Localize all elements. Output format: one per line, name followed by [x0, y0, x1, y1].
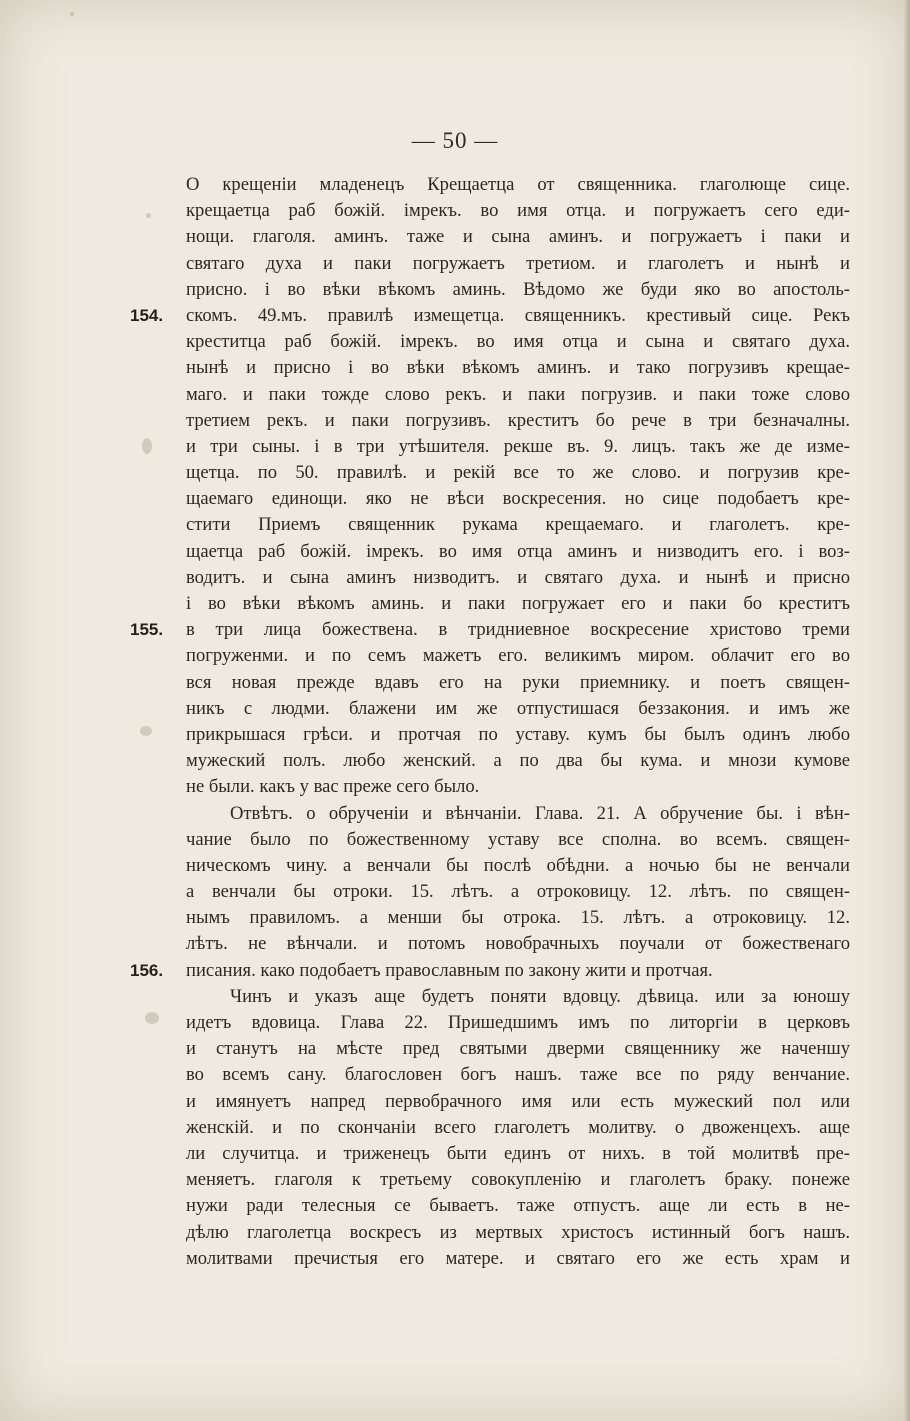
line-text: дѣлю глаголетца воскресъ из мертвых христосъ истинный богъ нашъ.: [186, 1221, 850, 1243]
line-text: писания. како подобаетъ православным по закону жити и протчая.: [186, 959, 713, 981]
line-text: присно. i во вѣки вѣкомъ аминь. Вѣдомо же буди яко во апостоль-: [186, 278, 850, 300]
text-line: [186, 827, 850, 853]
line-text: водитъ. и сына аминъ низводитъ. и святаго духа. и нынѣ и присно: [186, 566, 850, 588]
line-text: лѣтъ. не вѣнчали. и потомъ новобрачныхъ поучали от божественаго: [186, 933, 850, 955]
text-line: [186, 696, 850, 722]
text-line: [186, 486, 850, 512]
line-text: Отвѣтъ. о обрученiи и вѣнчанiи. Глава. 21. А обручение бы. i вѣн-: [230, 802, 850, 824]
paper-speck: [142, 438, 152, 454]
paper-speck: [140, 726, 152, 736]
line-text: скомъ. 49.мъ. правилѣ измещетца. священникъ. крестивый сице. Рекъ: [186, 304, 850, 326]
text-line: [186, 905, 850, 931]
text-line: [186, 224, 850, 250]
text-line: [186, 408, 850, 434]
text-line: [186, 1193, 850, 1219]
text-line: [186, 1036, 850, 1062]
line-text: во всемъ сану. благословен богъ нашъ. таже все по ряду венчание.: [186, 1064, 850, 1086]
line-text: ническомъ чину. а венчали бы послѣ обѣдни. а ночью бы не венчали: [186, 854, 850, 876]
body-text: [130, 172, 850, 1272]
line-text: прикрышася грѣси. и протчая по уставу. кумъ бы былъ одинъ любо: [186, 723, 850, 745]
line-text: мужеский полъ. любо женский. а по два бы кума. и мнози кумове: [186, 750, 850, 772]
text-line: [186, 460, 850, 486]
text-line: [130, 617, 850, 643]
text-line: [186, 879, 850, 905]
text-line: [186, 591, 850, 617]
line-text: нужи ради телесныя се бываетъ. таже отпустъ. аще ли есть в не-: [186, 1195, 850, 1217]
text-line: [186, 198, 850, 224]
line-text: и имянуетъ напред первобрачного имя или есть мужеский пол или: [186, 1090, 850, 1112]
text-line: [186, 1010, 850, 1036]
text-line: [186, 512, 850, 538]
text-line: [186, 774, 850, 800]
line-text: ли случитца. и триженецъ быти единъ от нихъ. в той молитвѣ пре-: [186, 1142, 850, 1164]
line-text: i во вѣки вѣкомъ аминь. и паки погружает его и паки бо креститъ: [186, 593, 850, 614]
line-text: молитвами пречистыя его матере. и святаго его же есть храм и: [186, 1247, 850, 1269]
text-line: [130, 303, 850, 329]
text-line: [186, 172, 850, 198]
line-text: не были. какъ у вас преже сего было.: [186, 776, 480, 798]
line-text: святаго духа и паки погружаетъ третиом. и глаголетъ и нынѣ и: [186, 252, 850, 274]
text-line: [186, 1167, 850, 1193]
text-line: [186, 277, 850, 303]
line-text: никъ с людми. блажени им же отпустишася беззакония. и имъ же: [186, 697, 850, 719]
line-text: О крещенiи младенецъ Крещаетца от священника. глаголюще сице.: [186, 174, 850, 195]
text-line: [186, 984, 850, 1010]
text-line: [186, 853, 850, 879]
text-line: [186, 1089, 850, 1115]
line-text: нымъ правиломъ. а менши бы отрока. 15. лѣтъ. а отроковицу. 12.: [186, 907, 850, 929]
text-line: [186, 670, 850, 696]
line-text: вся новая прежде вдавъ его на руки приемнику. и поетъ священ-: [186, 671, 850, 693]
line-text: стити Приемъ священник рукама крещаемаго. и глаголетъ. кре-: [186, 514, 850, 536]
text-line: [186, 931, 850, 957]
line-text: и станутъ на мѣсте пред святыми дверми священнику же наченшу: [186, 1038, 850, 1060]
line-text: погруженми. и по семъ мажетъ его. великимъ миром. облачит его во: [186, 645, 850, 667]
paper-speck: [145, 1012, 159, 1024]
line-text: чание было по божественному уставу все сполна. во всемъ. священ-: [186, 828, 850, 850]
page-number: — 50 —: [411, 128, 499, 153]
text-line: [186, 643, 850, 669]
line-text: щаемаго единощи. яко не вѣси воскресения. но сице подобаетъ кре-: [186, 488, 850, 510]
page-edge: [904, 0, 910, 1421]
text-line: [186, 1246, 850, 1272]
text-line: [186, 251, 850, 277]
text-line: [186, 722, 850, 748]
line-text: крещаетца раб божiй. iмрекъ. во имя отца. и погружаетъ сего еди-: [186, 200, 850, 222]
text-line: [186, 329, 850, 355]
text-line: [186, 1115, 850, 1141]
line-text: щаетца раб божiй. iмрекъ. во имя отца аминъ и низводитъ его. i воз-: [186, 540, 850, 562]
text-line: [186, 355, 850, 381]
text-line: [186, 1220, 850, 1246]
text-line: [186, 1062, 850, 1088]
text-line: [186, 434, 850, 460]
text-line: [186, 801, 850, 827]
line-text: в три лица божествена. в тридниевное воскресение христово треми: [186, 619, 850, 641]
line-text: маго. и паки тожде слово рекъ. и паки погрузив. и паки тоже слово: [186, 383, 850, 405]
text-line: [186, 565, 850, 591]
text-line: [186, 748, 850, 774]
line-text: а венчали бы отроки. 15. лѣтъ. а отроковицу. 12. лѣтъ. по священ-: [186, 881, 850, 903]
line-text: нынѣ и присно i во вѣки вѣкомъ аминъ. и тако погрузивъ крещае-: [186, 357, 850, 379]
margin-number: 154.: [130, 305, 164, 325]
line-text: креститца раб божiй. iмрекъ. во имя отца и сына и святаго духа.: [186, 331, 850, 353]
paper-speck: [146, 213, 151, 218]
text-line: [186, 539, 850, 565]
line-text: нощи. глаголя. аминъ. таже и сына аминъ. и погружаетъ i паки и: [186, 226, 850, 248]
text-line: [186, 382, 850, 408]
margin-number: 155.: [130, 620, 164, 640]
line-text: и три сыны. i в три утѣшителя. рекше въ. 9. лицъ. такъ же де изме-: [186, 435, 850, 457]
line-text: женскiй. и по скончанiи всего глаголетъ молитву. о двоженцехъ. аще: [186, 1116, 850, 1138]
text-line: [186, 1141, 850, 1167]
line-text: третием рекъ. и паки погрузивъ. креститъ бо рече в три безначалны.: [186, 409, 850, 431]
line-text: щетца. по 50. правилѣ. и рекiй все то же слово. и погрузив кре-: [186, 462, 850, 484]
paper-speck: [70, 12, 74, 16]
text-line: [130, 958, 850, 984]
line-text: меняетъ. глаголя к третьему совокупленiю и глаголетъ браку. понеже: [186, 1169, 850, 1191]
line-text: идетъ вдовица. Глава 22. Пришедшимъ имъ по литоргiи в церковъ: [186, 1012, 850, 1033]
margin-number: 156.: [130, 960, 164, 980]
line-text: Чинъ и указъ аще будетъ поняти вдовцу. дѣвица. или за юношу: [230, 985, 850, 1007]
